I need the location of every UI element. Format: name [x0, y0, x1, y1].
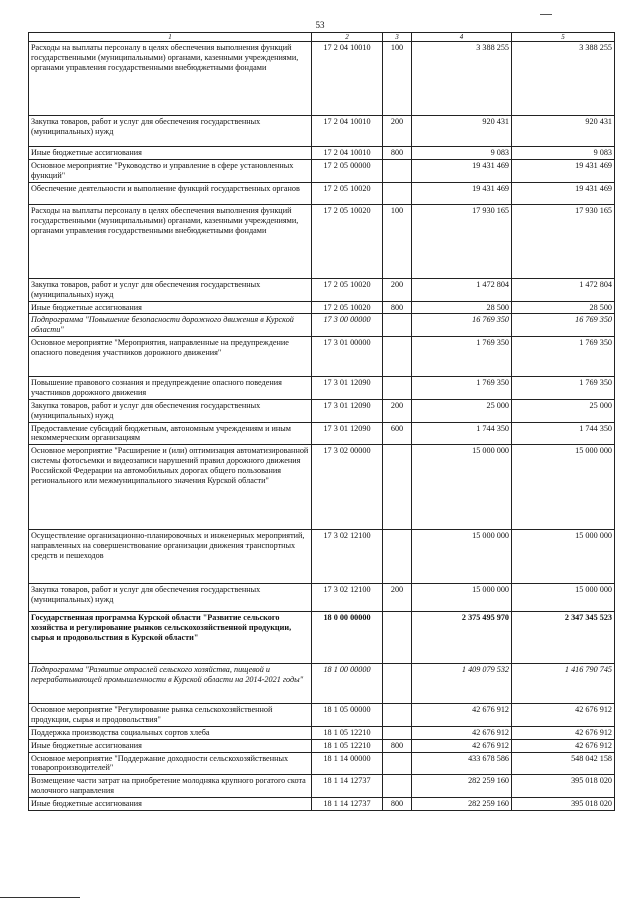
row-sum-1-cell: 19 431 469 — [412, 160, 512, 183]
row-sum-2-cell: 19 431 469 — [512, 182, 615, 204]
row-sum-2-cell: 42 676 912 — [512, 739, 615, 752]
column-header-expense-type: 3 — [383, 33, 412, 42]
row-name-cell: Основное мероприятие "Руководство и управление в сфере установленных функций" — [29, 160, 312, 183]
row-sum-2-cell: 15 000 000 — [512, 530, 615, 584]
row-name-cell: Государственная программа Курской области "Развитие сельского хозяйства и регулирование рынков сельскохозяйственной продукции, сырья и продовольствия в Курской области" — [29, 612, 312, 664]
row-code-cell: 17 3 01 12090 — [312, 422, 383, 445]
row-sum-2-cell: 1 416 790 745 — [512, 664, 615, 704]
column-header-name: 1 — [29, 33, 312, 42]
table-row — [29, 147, 615, 160]
table-row — [29, 399, 615, 422]
row-expense-type-cell: 200 — [383, 116, 412, 147]
row-expense-type-cell — [383, 752, 412, 775]
row-sum-2-cell: 2 347 345 523 — [512, 612, 615, 664]
row-sum-2-cell: 15 000 000 — [512, 584, 615, 612]
table-row — [29, 797, 615, 810]
row-code-cell: 18 1 05 00000 — [312, 704, 383, 727]
table-row — [29, 530, 615, 584]
row-sum-1-cell: 42 676 912 — [412, 704, 512, 727]
row-name-cell: Возмещение части затрат на приобретение молодняка крупного рогатого скота молочного направления — [29, 775, 312, 798]
row-sum-1-cell: 282 259 160 — [412, 797, 512, 810]
row-sum-1-cell: 19 431 469 — [412, 182, 512, 204]
table-row — [29, 160, 615, 183]
row-expense-type-cell: 100 — [383, 204, 412, 278]
table-row — [29, 752, 615, 775]
row-sum-2-cell: 548 042 158 — [512, 752, 615, 775]
row-sum-2-cell: 19 431 469 — [512, 160, 615, 183]
row-sum-2-cell: 1 472 804 — [512, 278, 615, 301]
row-code-cell: 18 1 14 12737 — [312, 797, 383, 810]
row-expense-type-cell: 200 — [383, 584, 412, 612]
column-header-sum-2: 5 — [512, 33, 615, 42]
row-expense-type-cell — [383, 530, 412, 584]
row-expense-type-cell — [383, 726, 412, 739]
row-sum-1-cell: 15 000 000 — [412, 584, 512, 612]
row-sum-1-cell: 42 676 912 — [412, 726, 512, 739]
row-sum-1-cell: 1 744 350 — [412, 422, 512, 445]
row-code-cell: 17 2 04 10010 — [312, 42, 383, 116]
row-expense-type-cell: 100 — [383, 42, 412, 116]
column-header-code: 2 — [312, 33, 383, 42]
row-name-cell: Основное мероприятие "Расширение и (или) оптимизация автоматизированной системы фотосъемки и видеозаписи нарушений правил дорожного движения Российской Федерации на автомобильных дорогах общего пользования регионального или межмуниципального значения Курской области" — [29, 445, 312, 530]
table-row — [29, 664, 615, 704]
row-name-cell: Закупка товаров, работ и услуг для обеспечения государственных (муниципальных) нужд — [29, 278, 312, 301]
row-name-cell: Поддержка производства социальных сортов хлеба — [29, 726, 312, 739]
row-name-cell: Иные бюджетные ассигнования — [29, 797, 312, 810]
row-sum-1-cell: 1 472 804 — [412, 278, 512, 301]
row-expense-type-cell — [383, 182, 412, 204]
row-sum-2-cell: 1 744 350 — [512, 422, 615, 445]
row-expense-type-cell — [383, 704, 412, 727]
table-row — [29, 116, 615, 147]
row-name-cell: Основное мероприятие "Регулирование рынка сельскохозяйственной продукции, сырья и продовольствия" — [29, 704, 312, 727]
row-name-cell: Основное мероприятие "Мероприятия, направленные на предупреждение опасного поведения участников дорожного движения" — [29, 337, 312, 377]
row-code-cell: 18 1 05 12210 — [312, 739, 383, 752]
row-code-cell: 17 2 05 10020 — [312, 301, 383, 314]
table-row — [29, 337, 615, 377]
row-sum-2-cell: 395 018 020 — [512, 797, 615, 810]
row-name-cell: Подпрограмма "Развитие отраслей сельского хозяйства, пищевой и перерабатывающей промышленности в Курской области на 2014-2021 годы" — [29, 664, 312, 704]
row-expense-type-cell — [383, 612, 412, 664]
row-sum-1-cell: 1 409 079 532 — [412, 664, 512, 704]
row-expense-type-cell: 800 — [383, 301, 412, 314]
row-code-cell: 17 3 02 12100 — [312, 530, 383, 584]
row-code-cell: 18 1 14 12737 — [312, 775, 383, 798]
row-sum-2-cell: 15 000 000 — [512, 445, 615, 530]
row-sum-2-cell: 1 769 350 — [512, 337, 615, 377]
row-sum-2-cell: 17 930 165 — [512, 204, 615, 278]
row-sum-1-cell: 42 676 912 — [412, 739, 512, 752]
row-name-cell: Предоставление субсидий бюджетным, автономным учреждениям и иным некоммерческим организациям — [29, 422, 312, 445]
row-name-cell: Подпрограмма "Повышение безопасности дорожного движения в Курской области" — [29, 314, 312, 337]
row-code-cell: 17 3 01 12090 — [312, 399, 383, 422]
table-row — [29, 739, 615, 752]
row-name-cell: Иные бюджетные ассигнования — [29, 739, 312, 752]
row-name-cell: Расходы на выплаты персоналу в целях обеспечения выполнения функций государственными (муниципальными) органами, казенными учреждениями, органами управления государственными внебюджетными фондами — [29, 42, 312, 116]
row-sum-2-cell: 395 018 020 — [512, 775, 615, 798]
table-row — [29, 775, 615, 798]
row-name-cell: Закупка товаров, работ и услуг для обеспечения государственных (муниципальных) нужд — [29, 584, 312, 612]
row-name-cell: Иные бюджетные ассигнования — [29, 301, 312, 314]
row-code-cell: 18 1 14 00000 — [312, 752, 383, 775]
table-row — [29, 278, 615, 301]
row-sum-1-cell: 17 930 165 — [412, 204, 512, 278]
table-row — [29, 301, 615, 314]
table-row — [29, 726, 615, 739]
row-expense-type-cell — [383, 337, 412, 377]
row-name-cell: Закупка товаров, работ и услуг для обеспечения государственных (муниципальных) нужд — [29, 116, 312, 147]
row-name-cell: Закупка товаров, работ и услуг для обеспечения государственных (муниципальных) нужд — [29, 399, 312, 422]
row-sum-1-cell: 1 769 350 — [412, 377, 512, 400]
row-sum-1-cell: 282 259 160 — [412, 775, 512, 798]
row-expense-type-cell — [383, 314, 412, 337]
row-expense-type-cell — [383, 445, 412, 530]
row-name-cell: Повышение правового сознания и предупреждение опасного поведения участников дорожного движения — [29, 377, 312, 400]
row-name-cell: Осуществление организационно-планировочных и инженерных мероприятий, направленных на совершенствование организации движения транспортных средств и пешеходов — [29, 530, 312, 584]
row-code-cell: 17 2 04 10010 — [312, 147, 383, 160]
table-row — [29, 445, 615, 530]
column-header-sum-1: 4 — [412, 33, 512, 42]
row-expense-type-cell — [383, 160, 412, 183]
row-sum-2-cell: 25 000 — [512, 399, 615, 422]
row-sum-1-cell: 920 431 — [412, 116, 512, 147]
row-expense-type-cell — [383, 775, 412, 798]
row-sum-1-cell: 1 769 350 — [412, 337, 512, 377]
table-row — [29, 377, 615, 400]
row-expense-type-cell: 200 — [383, 278, 412, 301]
row-name-cell: Основное мероприятие "Поддержание доходности сельскохозяйственных товаропроизводителей" — [29, 752, 312, 775]
row-sum-2-cell: 16 769 350 — [512, 314, 615, 337]
row-sum-2-cell: 9 083 — [512, 147, 615, 160]
row-sum-1-cell: 25 000 — [412, 399, 512, 422]
row-name-cell: Обеспечение деятельности и выполнение функций государственных органов — [29, 182, 312, 204]
table-body — [29, 42, 615, 810]
table-row — [29, 204, 615, 278]
table-row — [29, 612, 615, 664]
row-code-cell: 17 2 05 10020 — [312, 278, 383, 301]
row-code-cell: 18 0 00 00000 — [312, 612, 383, 664]
row-expense-type-cell: 600 — [383, 422, 412, 445]
row-expense-type-cell — [383, 664, 412, 704]
row-code-cell: 17 3 01 00000 — [312, 337, 383, 377]
row-sum-2-cell: 920 431 — [512, 116, 615, 147]
page-number: 53 — [315, 20, 325, 30]
row-sum-1-cell: 2 375 495 970 — [412, 612, 512, 664]
row-expense-type-cell: 200 — [383, 399, 412, 422]
row-name-cell: Иные бюджетные ассигнования — [29, 147, 312, 160]
footnote-rule — [0, 897, 80, 898]
row-sum-1-cell: 15 000 000 — [412, 530, 512, 584]
row-sum-1-cell: 15 000 000 — [412, 445, 512, 530]
row-expense-type-cell: 800 — [383, 797, 412, 810]
row-expense-type-cell: 800 — [383, 147, 412, 160]
row-sum-2-cell: 28 500 — [512, 301, 615, 314]
row-code-cell: 17 2 05 00000 — [312, 160, 383, 183]
row-expense-type-cell — [383, 377, 412, 400]
row-sum-2-cell: 1 769 350 — [512, 377, 615, 400]
row-sum-1-cell: 28 500 — [412, 301, 512, 314]
row-code-cell: 17 3 02 00000 — [312, 445, 383, 530]
table-row — [29, 314, 615, 337]
row-code-cell: 17 2 05 10020 — [312, 204, 383, 278]
row-code-cell: 18 1 05 12210 — [312, 726, 383, 739]
table-header-row — [29, 33, 615, 42]
row-sum-2-cell: 42 676 912 — [512, 726, 615, 739]
row-code-cell: 17 3 00 00000 — [312, 314, 383, 337]
row-code-cell: 17 3 02 12100 — [312, 584, 383, 612]
row-sum-1-cell: 433 678 586 — [412, 752, 512, 775]
table-row — [29, 422, 615, 445]
row-name-cell: Расходы на выплаты персоналу в целях обеспечения выполнения функций государственными (муниципальными) органами, казенными учреждениями, органами управления государственными внебюджетными фондами — [29, 204, 312, 278]
corner-mark — [540, 14, 552, 15]
row-code-cell: 17 2 05 10020 — [312, 182, 383, 204]
table-row — [29, 584, 615, 612]
table-row — [29, 182, 615, 204]
row-sum-1-cell: 9 083 — [412, 147, 512, 160]
budget-table — [28, 32, 615, 811]
row-sum-2-cell: 3 388 255 — [512, 42, 615, 116]
row-code-cell: 17 3 01 12090 — [312, 377, 383, 400]
table-row — [29, 704, 615, 727]
table-row — [29, 42, 615, 116]
row-sum-1-cell: 16 769 350 — [412, 314, 512, 337]
row-sum-2-cell: 42 676 912 — [512, 704, 615, 727]
row-code-cell: 17 2 04 10010 — [312, 116, 383, 147]
row-sum-1-cell: 3 388 255 — [412, 42, 512, 116]
row-expense-type-cell: 800 — [383, 739, 412, 752]
row-code-cell: 18 1 00 00000 — [312, 664, 383, 704]
